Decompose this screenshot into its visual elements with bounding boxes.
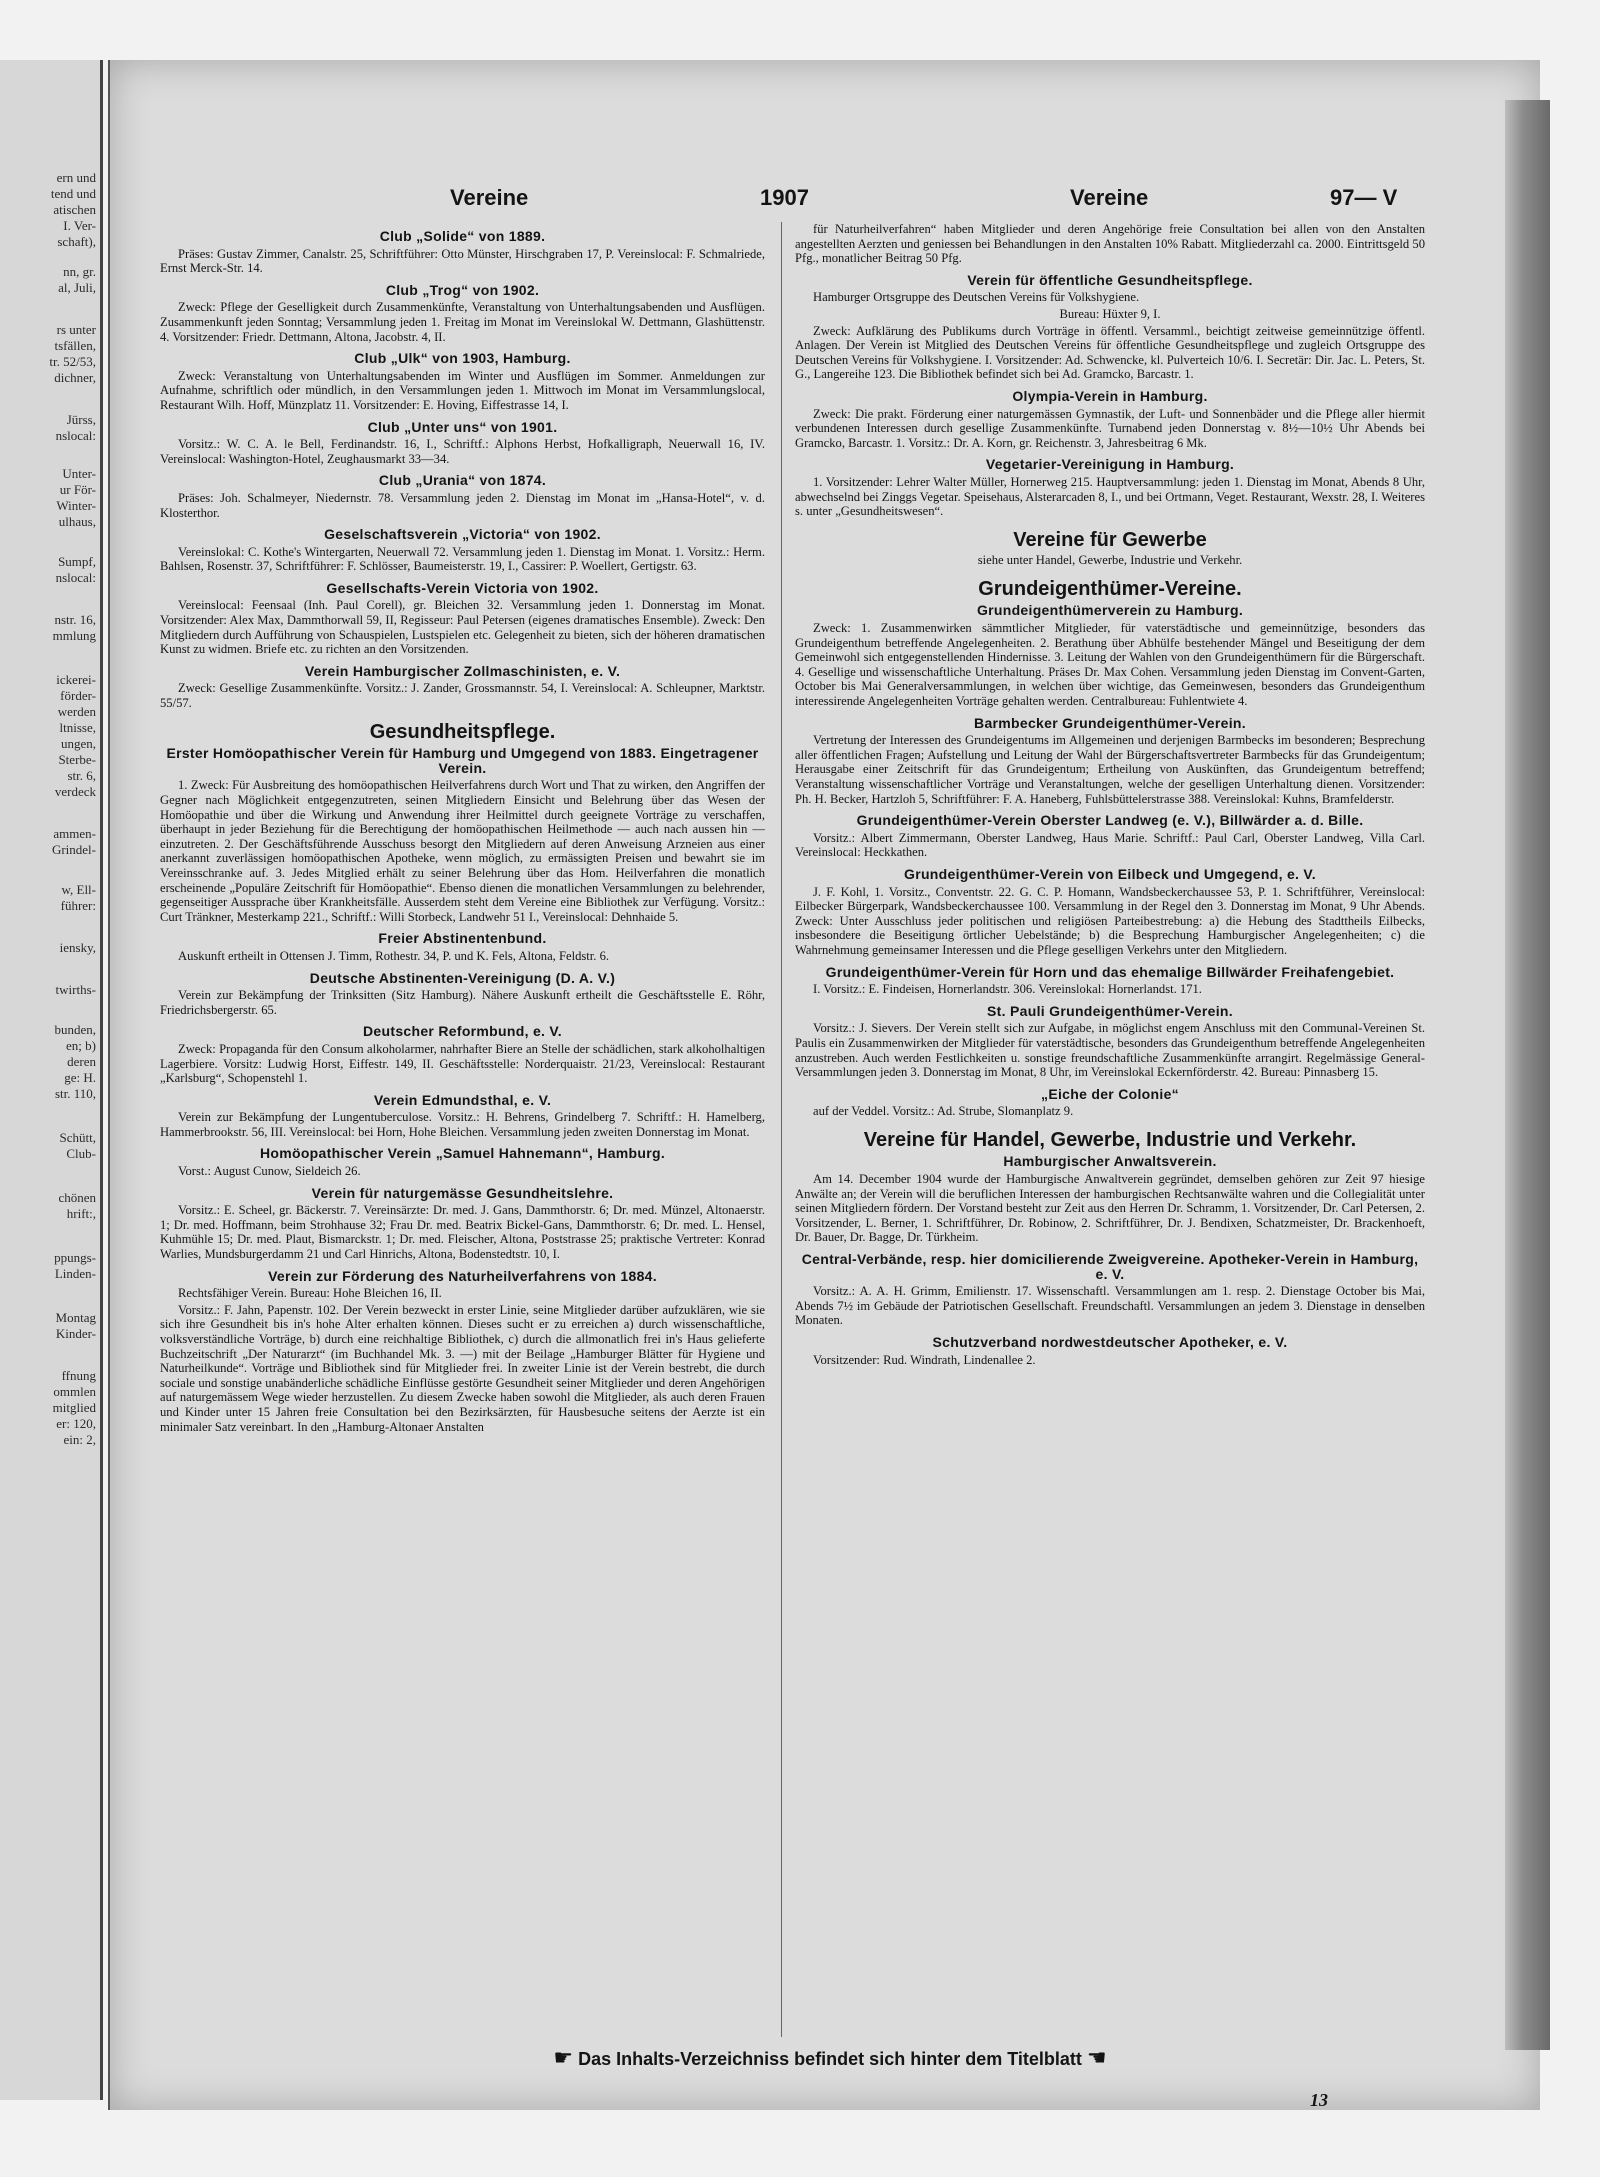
left-page-text-fragment: ungen, [60, 736, 96, 751]
entry-text: Präses: Joh. Schalmeyer, Niedernstr. 78. Versammlung jeden 2. Dienstag im Monat im „Hansa-Hotel“, v. d. Klosterthor. [160, 490, 765, 520]
club-heading: Erster Homöopathischer Verein für Hamburg und Umgegend von 1883. Eingetragener Verein. [166, 745, 759, 776]
left-page-text-fragment: ulhaus, [58, 514, 96, 529]
left-page-text-fragment: tend und [50, 186, 96, 201]
left-column [160, 222, 765, 1436]
club-heading: Barmbecker Grundeigenthümer-Verein. [974, 714, 1246, 731]
left-page-text-fragment: nslocal: [55, 570, 96, 585]
left-page-text-fragment: ickerei- [56, 672, 96, 687]
club-heading: Freier Abstinentenbund. [378, 930, 547, 947]
pointing-hand-icon: ☛ [553, 2045, 574, 2070]
entry-text: Auskunft ertheilt in Ottensen J. Timm, Rothestr. 34, P. und K. Fels, Altona, Feldstr. 6. [178, 948, 610, 963]
section-heading: Grundeigenthümer-Vereine. [978, 577, 1242, 600]
club-heading: Vegetarier-Vereinigung in Hamburg. [985, 456, 1235, 473]
entry-text: Zweck: 1. Zusammenwirken sämmtlicher Mitglieder, für vaterstädtische und gemeinnützige, besonders das Grundeigenthum betreffende Angelegenheiten. 2. Berathung über Abhülfe bestehender Mängel und Beseitigung der dem Gemeinwohl sich entgegenstellenden Hindernisse. 3. Leitung der Wahlen von den Grundeigenthümern für die Bürgerschaft. 4. Gesellige und wissenschaftliche Unterhaltung. Präses Dr. Max Cohen. Versammlung jeden Dienstag im Convent-Garten, October bis Mai Generalversammlungen, in welchen über wichtige, das Gemeinwesen, besonders das Grundeigenthum interessirende Angelegenheiten Vorträge gehalten werden. Centralbureau: Fuhlentwiete 4. [795, 621, 1425, 709]
entry-text: Verein zur Bekämpfung der Lungentuberculose. Vorsitz.: H. Behrens, Grindelberg 7. Schriftf.: H. Hamelberg, Hammerbrookstr. 56, III. Vereinslocal: bei Horn, Hohe Bleichen. Versammlung jeden zweiten Donnerstag im Monat. [160, 1110, 765, 1139]
entry-text: Vorsitzender: Rud. Windrath, Lindenallee 2. [813, 1352, 1036, 1367]
left-page-text-fragment: nn, gr. [63, 264, 96, 279]
entry-text: Am 14. December 1904 wurde der Hamburgische Anwaltverein gegründet, demselben gehören zur Zeit 97 hiesige Anwälte an; der Verein will die beruflichen Interessen der hamburgischen Rechtsanwälte wahren und die Collegialität unter seinen Mitgliedern fördern. Der Vorstand besteht zur Zeit aus den Herren Dr. Schramm, 1. Vorsitzender, Dr. Carl Petersen, 2. Vorsitzender, L. Berner, 1. Schriftführer, Dr. Robinow, 2. Schriftführer, Dr. J. Bendixen, Schatzmeister, Dr. Brackenhoeft, Dr. Bauer, Dr. Bagge, Dr. Türkheim. [795, 1172, 1425, 1245]
left-page-text-fragment: förder- [60, 688, 96, 703]
entry-text: Bureau: Hüxter 9, I. [1059, 306, 1161, 321]
left-page-text-fragment: tsfällen, [54, 338, 96, 353]
left-page-text-fragment: deren [67, 1054, 96, 1069]
club-heading: Gesellschafts-Verein Victoria von 1902. [326, 579, 599, 596]
left-page-text-fragment: ommlen [53, 1384, 96, 1399]
page-number: 13 [1310, 2090, 1328, 2110]
section-heading: Vereine für Gewerbe [1013, 528, 1207, 551]
entry-text: Vereinslocal: Feensaal (Inh. Paul Corell), gr. Bleichen 32. Versammlung jeden 1. Donnerstag im Monat. Vorsitzender: Alex Max, Dammthorwall 59, II, Regisseur: Paul Petersen (eigenes dramatisches Ensemble). Zweck: Den Mitgliedern durch Aufführung von Schauspielen, Lustspielen etc. Gelegenheit zu bieten, sich der höheren dramatischen Kunst zu widmen. Briefe etc. zu richten an den Vorsitzenden. [160, 598, 765, 657]
entry-text: Zweck: Propaganda für den Consum alkoholarmer, nahrhafter Biere an Stelle der schädlichen, stark alkoholhaltigen Lagerbiere. Vorsitz: Ludwig Horst, Eiffestr. 149, II. Geschäftsstelle: Norderquaistr. 21/23, Vereinslocal: Restaurant „Karlsburg“, Schopenstehl 1. [160, 1041, 765, 1086]
entry-text: Vorsitz.: F. Jahn, Papenstr. 102. Der Verein bezweckt in erster Linie, seine Mitglieder darüber aufzuklären, wie sie sich ihre Gesundheit bis in's hohe Alter erhalten können. Dieses sucht er zu erreichen a) durch wissenschaftliche, volksverständliche Vorträge, b) durch eine reichhaltige Bibliothek, c) durch die allmonatlich frei in's Haus gelieferte Buchzeitschrift „Der Naturarzt“ (im Buchhandel Mk. 3. —) mit der Beilage „Hamburger Blätter für Hygiene und Naturheilkunde“. Vorträge und Bibliothek sind für Mitglieder frei. In zweiter Linie ist der Verein bestrebt, die durch sociale und sonstige unabänderliche schädliche Einflüsse gestörte Gesundheit seiner Mitglieder und deren Angehörigen auf naturgemässem Wege wieder herzustellen. Zu diesem Zwecke haben sowohl die Mitglieder, als auch deren Frauen und Kinder unter 15 Jahren freie Consultation bei den Bezirksärzten, für Hausbesuche seitens der Aerzte ist ein minimaler Satz vereinbart. In den „Hamburg-Altonaer Anstalten [160, 1302, 765, 1434]
entry-text: Verein zur Bekämpfung der Trinksitten (Sitz Hamburg). Nähere Auskunft ertheilt die Geschäftsstelle E. Röhr, Friedrichsbergerstr. 65. [160, 988, 765, 1017]
club-heading: St. Pauli Grundeigenthümer-Verein. [987, 1002, 1233, 1019]
left-page-text-fragment: chönen [58, 1190, 96, 1205]
entry-text: Zweck: Veranstaltung von Unterhaltungsabenden im Winter und Ausflügen im Sommer. Anmeldungen zur Aufnahme, schriftlich oder mündlich, in den Versammlungen jeden 1. Mittwoch im Monat im Versammlungslocal, Restaurant Wilh. Hoff, Münzplatz 11. Vorsitzender: E. Hoving, Eiffestrasse 14, I. [160, 368, 765, 412]
entry-text: Vertretung der Interessen des Grundeigentums im Allgemeinen und derjenigen Barmbecks im besonderen; Besprechung aller öffentlichen Fragen; Aufstellung und Leitung der Wahl der Bürgerschaftsvertreter Barmbecks für das Grundeigentum; Herausgabe einer Zeitschrift für das Grundeigentum; Ertheilung von Auskünften, das Grundeigentum betreffend; Veranstaltung wissenschaftlicher Vorträge und Veranstaltungen, welche der geselligen Unterhaltung dienen. Vorsitzender: Ph. H. Becker, Hartzloh 5, Schriftführer: F. A. Haneberg, Fuhlsbüttelerstrasse 388. Vereinslokal: Kuhns, Bramfelderstr. [795, 733, 1425, 806]
left-page-text-fragment: mmlung [52, 628, 96, 643]
left-page-fragment [0, 60, 103, 2100]
running-header [340, 185, 1430, 215]
club-heading: Club „Unter uns“ von 1901. [367, 418, 558, 435]
club-heading: Club „Ulk“ von 1903, Hamburg. [354, 350, 571, 367]
entry-text: Vorst.: August Cunow, Sieldeich 26. [178, 1164, 361, 1179]
entry-text: 1. Zweck: Für Ausbreitung des homöopathischen Heilverfahrens durch Wort und That zu wirken, den Angriffen der Gegner nach Möglichkeit entgegenzutreten, seinen Mitgliedern Einsicht und Belehrung über das Wesen der Homöopathie und über die Wirkung und Anwendung ihrer Heilmittel durch geeignete Vorträge zu verschaffen, überhaupt in jeder Beziehung für die Berechtigung der homöopathischen Heilmethode — auch nach aussen hin — einzutreten. 2. Der Geschäftsführende Ausschuss besorgt den Mitgliedern auf deren Anweisung Arzneien aus einer anerkannt zuverlässigen homöopathischen Apotheke, wenn möglich, zu ermässigten Preisen und bewahrt sie im Vereinsschranke auf. 3. Jedes Mitglied erhält zu seiner Belehrung über das Hom. Heilverfahren die monatlich erscheinende „Populäre Zeitschrift für Homöopathie“. Ebenso dienen die monatlichen Versammlungen zu belehrender, gegenseitiger Aussprache über Krankheitsfälle. Ausserdem steht dem Vereine eine Bibliothek zur Verfügung. Vorsitz.: Curt Tränkner, Mesterkamp 221., Schriftf.: Willi Storbeck, Landwehr 51 I., Vereinslocal: Dehnhaide 5. [160, 778, 765, 924]
left-page-text-fragment: führer: [60, 898, 96, 913]
left-page-text-fragment: mitglied [52, 1400, 96, 1415]
club-heading: Homöopathischer Verein „Samuel Hahnemann“, Hamburg. [259, 1145, 666, 1162]
left-page-text-fragment: ein: 2, [63, 1432, 96, 1447]
club-heading: Grundeigenthümer-Verein Oberster Landweg (e. V.), Billwärder a. d. Bille. [856, 812, 1364, 829]
entry-text: siehe unter Handel, Gewerbe, Industrie und Verkehr. [977, 553, 1243, 568]
entry-text: Zweck: Aufklärung des Publikums durch Vorträge in öffentl. Versamml., beichtigt zeitweise gemeinnützige öffentl. Anlagen. Der Verein ist Mitglied des Deutschen Vereins für öffentliche Gesundheitspflege und zugleich Ortsgruppe des Deutschen Vereins für Volkshygiene. I. Vorsitzender: Ad. Schwencke, kl. Pulverteich 10/6. I. Secretär: Dir. Jac. L. Peters, St. G., Langereihe 123. Die Bibliothek befindet sich bei Ad. Gramcko, Barcastr. 1. [795, 323, 1425, 382]
left-page-text-fragment: Sterbe- [58, 752, 96, 767]
left-page-text-fragment: rs unter [56, 322, 96, 337]
header-page-ref: 97— V [1330, 185, 1398, 210]
left-page-text-fragment: iensky, [59, 940, 96, 955]
entry-text: Vorsitz.: Albert Zimmermann, Oberster Landweg, Haus Marie. Schriftf.: Paul Carl, Oberster Landweg, Villa Carl. Vereinslocal: Heckkathen. [795, 830, 1425, 860]
club-heading: Verein Hamburgischer Zollmaschinisten, e. V. [304, 662, 621, 679]
left-page-text-fragment: atischen [53, 202, 96, 217]
section-heading: Vereine für Handel, Gewerbe, Industrie und Verkehr. [863, 1128, 1357, 1151]
club-heading: Club „Solide“ von 1889. [379, 228, 546, 244]
left-page-text-fragment: ur För- [59, 482, 96, 497]
left-page-text-fragment: Montag [55, 1310, 96, 1325]
entry-text: Präses: Gustav Zimmer, Canalstr. 25, Schriftführer: Otto Münster, Hirschgraben 17, P. Vereinslocal: F. Schmalriede, Ernst Merck-Str. 14. [160, 246, 765, 276]
club-heading: Geselschaftsverein „Victoria“ von 1902. [324, 526, 601, 543]
left-page-text-fragment: Linden- [54, 1266, 96, 1281]
club-heading: Olympia-Verein in Hamburg. [1012, 387, 1208, 404]
entry-text: 1. Vorsitzender: Lehrer Walter Müller, Hornerweg 215. Hauptversammlung: jeden 1. Dienstag im Monat, Abends 8 Uhr, abwechselnd bei Zinggs Vegetar. Speisehaus, Alsterarcaden 8, I., und bei Ortmann, Veget. Restaurant, Wexstr. 28, I. Weiteres s. unter „Gesundheitswesen“. [795, 474, 1425, 519]
left-page-text-fragment: Unter- [62, 466, 96, 481]
left-page-text-fragment: I. Ver- [63, 218, 96, 233]
left-page-text-fragment: Sumpf, [58, 554, 96, 569]
club-heading: Central-Verbände, resp. hier domicilierende Zweigvereine. Apotheker-Verein in Hamburg, e. V. [801, 1251, 1419, 1282]
left-page-text-fragment: Jürss, [66, 412, 96, 427]
club-heading: Hamburgischer Anwaltsverein. [1003, 1153, 1217, 1170]
entry-text: Vorsitz.: E. Scheel, gr. Bäckerstr. 7. Vereinsärzte: Dr. med. J. Gans, Dammthorstr. 6; Dr. med. Münzel, Altonaerstr. 1; Dr. med. Hoffmann, beim Strohhause 32; Frau Dr. med. Beatrix Bickel-Gans, Dammthorstr. 6; Dr. med. L. Hensel, Kuhmühle 15; Dr. med. Plaut, Bismarckstr. 1; Dr. med. Fleischer, Altona, Poststrasse 25; praktische Vertreter: Konrad Warlies, Mundsburgerdamm 21 und Carl Hinrichs, Altona, Bodenstedtstr. 10, I. [160, 1203, 765, 1262]
left-page-text-fragment: Club- [66, 1146, 96, 1161]
entry-text: Rechtsfähiger Verein. Bureau: Hohe Bleichen 16, II. [178, 1286, 442, 1301]
club-heading: Schutzverband nordwestdeutscher Apotheker, e. V. [932, 1334, 1288, 1350]
left-page-text-fragment: bunden, [54, 1022, 96, 1037]
footer-text: Das Inhalts-Verzeichniss befindet sich hinter dem Titelblatt [578, 2049, 1082, 2069]
entry-text: I. Vorsitz.: E. Findeisen, Hornerlandstr. 306. Vereinslokal: Hornerlandst. 171. [813, 982, 1202, 997]
pointing-hand-icon: ☚ [1086, 2045, 1107, 2070]
left-page-text-fragment: nslocal: [55, 428, 96, 443]
left-page-text-fragment: Kinder- [55, 1326, 96, 1341]
left-page-text-fragment: w, Ell- [61, 882, 96, 897]
left-page-text-fragment: verdeck [54, 784, 96, 799]
left-page-text-fragment: Winter- [56, 498, 96, 513]
entry-text: J. F. Kohl, 1. Vorsitz., Conventstr. 22. G. C. P. Homann, Wandsbeckerchaussee 53, P. 1. Schriftführer, Vereinslocal: Eilbecker Bürgerpark, Wandsbeckerchaussee 100. Versammlung in der Regel den 3. Donnerstag im Monat, 9 Uhr Abends. Zweck: Unter Ausschluss jeder politischen und religiösen Parteibestrebung: a) die Hebung des Stadttheils Eilbecks, insbesondere die Beseitigung örtlicher Uebelstände; b) die Besprechung Hamburgischer Angelegenheiten; c) die Wahrnehmung gemeinsamer Interessen und die Pflege geselligen Verkehrs unter den Mitgliedern. [795, 884, 1425, 957]
club-heading: Verein für naturgemässe Gesundheitslehre. [311, 1184, 614, 1201]
left-page-text-fragment: Grindel- [51, 842, 96, 857]
left-page-text-fragment: ge: H. [64, 1070, 96, 1085]
header-left-title: Vereine [450, 185, 529, 210]
left-page-text-fragment: er: 120, [56, 1416, 96, 1431]
left-page-text-fragment: ffnung [61, 1368, 96, 1383]
entry-text: Vorsitz.: A. A. H. Grimm, Emilienstr. 17. Wissenschaftl. Versammlungen am 1. resp. 2. Dienstage October bis Mai, Abends 7½ im Gebäude der Patriotischen Gesellschaft. Freundschaftl. Versammlungen an jedem 3. Dienstage in denselben Monaten. [795, 1284, 1425, 1328]
footer-note [380, 2045, 1280, 2071]
left-page-text-fragment: hrift:, [66, 1206, 96, 1221]
club-heading: Grundeigenthümer-Verein von Eilbeck und Umgegend, e. V. [904, 865, 1316, 882]
left-page-text-fragment: str. 6, [67, 768, 96, 783]
club-heading: Verein Edmundsthal, e. V. [373, 1091, 552, 1108]
entry-text: Hamburger Ortsgruppe des Deutschen Vereins für Volkshygiene. [813, 290, 1140, 305]
left-page-text-fragment: schaft), [57, 234, 96, 249]
left-page-text-fragment: nstr. 16, [54, 612, 96, 627]
club-heading: Club „Trog“ von 1902. [385, 281, 540, 298]
left-page-text-fragment: str. 110, [54, 1086, 96, 1101]
left-page-text-fragment: werden [57, 704, 96, 719]
left-page-text-fragment: ltnisse, [59, 720, 96, 735]
club-heading: Verein zur Förderung des Naturheilverfahrens von 1884. [268, 1267, 657, 1284]
entry-text: Zweck: Pflege der Geselligkeit durch Zusammenkünfte, Veranstaltung von Unterhaltungsabenden und Ausflügen. Zusammenkunft jeden Sonntag; Versammlung jeden 1. Freitag im Monat im Vereinslokal W. Dettmann, Glashüttenstr. 4. Vorsitzender: Friedr. Dettmann, Altona, Jacobstr. 4, II. [160, 300, 765, 344]
left-page-text-fragment: en; b) [66, 1038, 96, 1053]
entry-text: Zweck: Gesellige Zusammenkünfte. Vorsitz.: J. Zander, Grossmannstr. 54, I. Vereinslocal: A. Schleupner, Marktstr. 55/57. [160, 681, 765, 711]
left-page-text-fragment: ammen- [53, 826, 96, 841]
left-page-text-fragment: tr. 52/53, [49, 354, 96, 369]
left-page-text-fragment: ern und [56, 170, 96, 185]
club-heading: Deutscher Reformbund, e. V. [363, 1023, 562, 1040]
column-divider [781, 222, 782, 2037]
club-heading: Grundeigenthümerverein zu Hamburg. [976, 602, 1244, 619]
entry-text: für Naturheilverfahren“ haben Mitglieder und deren Angehörige freie Consultation bei allen von den Anstalten angestellten Aerzten und geniessen bei Behandlungen in den Anstalten 10% Rabatt. Mitgliederzahl ca. 2000. Eintrittsgeld 50 Pfg., monatlicher Beitrag 50 Pfg. [795, 222, 1425, 266]
section-heading: Gesundheitspflege. [369, 720, 556, 743]
club-heading: Verein für öffentliche Gesundheitspflege. [967, 271, 1253, 288]
club-heading: Grundeigenthümer-Verein für Horn und das ehemalige Billwärder Freihafengebiet. [825, 963, 1395, 980]
entry-text: auf der Veddel. Vorsitz.: Ad. Strube, Slomanplatz 9. [813, 1104, 1074, 1119]
entry-text: Vorsitz.: W. C. A. le Bell, Ferdinandstr. 16, I., Schriftf.: Alphons Herbst, Hofkalligraph, Neuerwall 16, IV. Vereinslocal: Washington-Hotel, Zeughausmarkt 33—34. [160, 437, 765, 466]
left-page-text-fragment: al, Juli, [58, 280, 96, 295]
header-right-title: Vereine [1070, 185, 1149, 210]
club-heading: „Eiche der Colonie“ [1041, 1085, 1179, 1102]
left-page-text-fragment: Schütt, [59, 1130, 96, 1145]
left-page-text-fragment: twirths- [55, 982, 96, 997]
left-page-text-fragment: ppungs- [54, 1250, 96, 1265]
header-year: 1907 [760, 185, 809, 210]
entry-text: Vereinslokal: C. Kothe's Wintergarten, Neuerwall 72. Versammlung jeden 1. Dienstag im Monat. 1. Vorsitz.: Herm. Bahlsen, Rosenstr. 37, Schriftführer: F. Schlösser, Baumeisterstr. 19, I., Cassirer: P. Woellert, Gertigstr. 63. [160, 544, 765, 574]
left-page-text-fragment: dichner, [54, 370, 96, 385]
right-column [795, 222, 1425, 1369]
club-heading: Club „Urania“ von 1874. [378, 472, 547, 489]
entry-text: Zweck: Die prakt. Förderung einer naturgemässen Gymnastik, der Luft- und Sonnenbäder und die Pflege aller hiermit verbundenen Interessen durch gesellige Zusammenkünfte. Turnabend jeden Donnerstag v. 8½—10½ Uhr Abends bei Gramcko, Barcastr. 1. Vorsitz.: Dr. A. Korn, gr. Reichenstr. 3, Jahresbeitrag 6 Mk. [795, 406, 1425, 450]
entry-text: Vorsitz.: J. Sievers. Der Verein stellt sich zur Aufgabe, in möglichst engem Anschluss mit den Communal-Vereinen St. Paulis ein Zusammenwirken der Mitglieder für vaterstädtische, besonders das Grundeigenthum betreffende Angelegenheiten anzustreben. Auch werden Festlichkeiten u. sonstige freundschaftliche Zusammenkünfte arrangirt. Regelmässige General-Versammlungen jeden 3. Donnerstag im Monat, 8 Uhr, im Vereinslokal Eckernförderstr. 42. Bureau: Pinnasberg 15. [795, 1021, 1425, 1080]
page-binding [1505, 100, 1550, 2050]
club-heading: Deutsche Abstinenten-Vereinigung (D. A. V.) [309, 969, 616, 986]
